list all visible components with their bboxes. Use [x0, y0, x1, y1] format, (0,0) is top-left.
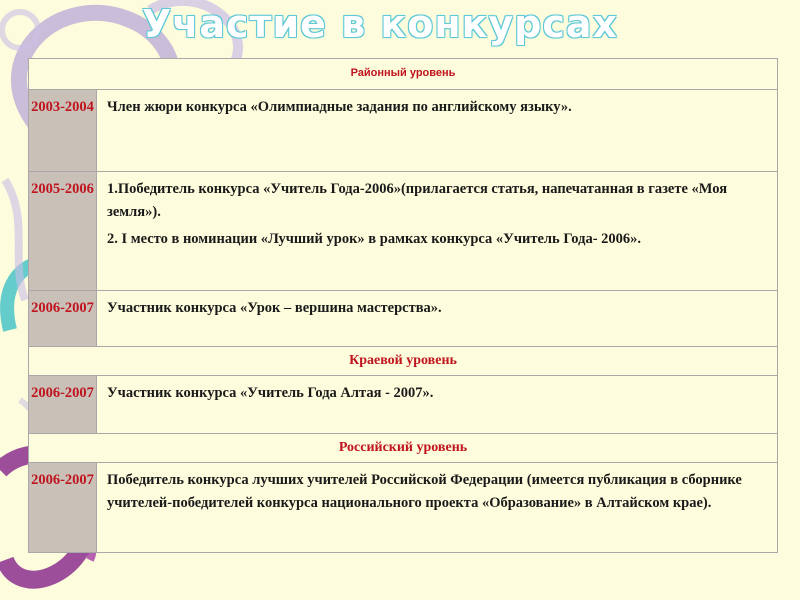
table-row: [29, 376, 778, 434]
description-text: Победитель конкурса лучших учителей Российской Федерации (имеется публикация в сборнике учителей-победителей конкурса национального проекта «Образование» в Алтайском крае).: [107, 472, 742, 511]
year-cell: 2006-2007: [29, 376, 97, 434]
competitions-table: [28, 58, 778, 553]
section-header-row: [29, 347, 778, 376]
description-text: 2. I место в номинации «Лучший урок» в рамках конкурса «Учитель Года- 2006».: [107, 231, 642, 247]
description-cell: [97, 291, 778, 347]
section-heading-russian: Российский уровень: [29, 434, 778, 463]
description-text: Член жюри конкурса «Олимпиадные задания по английскому языку».: [107, 99, 572, 115]
description-text: 1.Победитель конкурса «Учитель Года-2006»(прилагается статья, напечатанная в газете «Моя земля»).: [107, 181, 728, 220]
year-cell: 2006-2007: [29, 291, 97, 347]
description-cell: [97, 172, 778, 291]
table-row: [29, 172, 778, 291]
year-cell: 2006-2007: [29, 463, 97, 553]
section-heading-regional: Краевой уровень: [29, 347, 778, 376]
description-text: Участник конкурса «Учитель Года Алтая - 2007».: [107, 385, 434, 401]
page-title: Участие в конкурсах: [141, 2, 619, 46]
description-cell: [97, 463, 778, 553]
section-header-row: [29, 434, 778, 463]
description-cell: [97, 376, 778, 434]
table-row: [29, 463, 778, 553]
year-cell: 2003-2004: [29, 90, 97, 172]
year-cell: 2005-2006: [29, 172, 97, 291]
description-cell: [97, 90, 778, 172]
section-heading-district: Районный уровень: [29, 59, 778, 90]
description-text: Участник конкурса «Урок – вершина мастерства».: [107, 300, 442, 316]
section-header-row: [29, 59, 778, 90]
table-row: [29, 291, 778, 347]
table-row: [29, 90, 778, 172]
